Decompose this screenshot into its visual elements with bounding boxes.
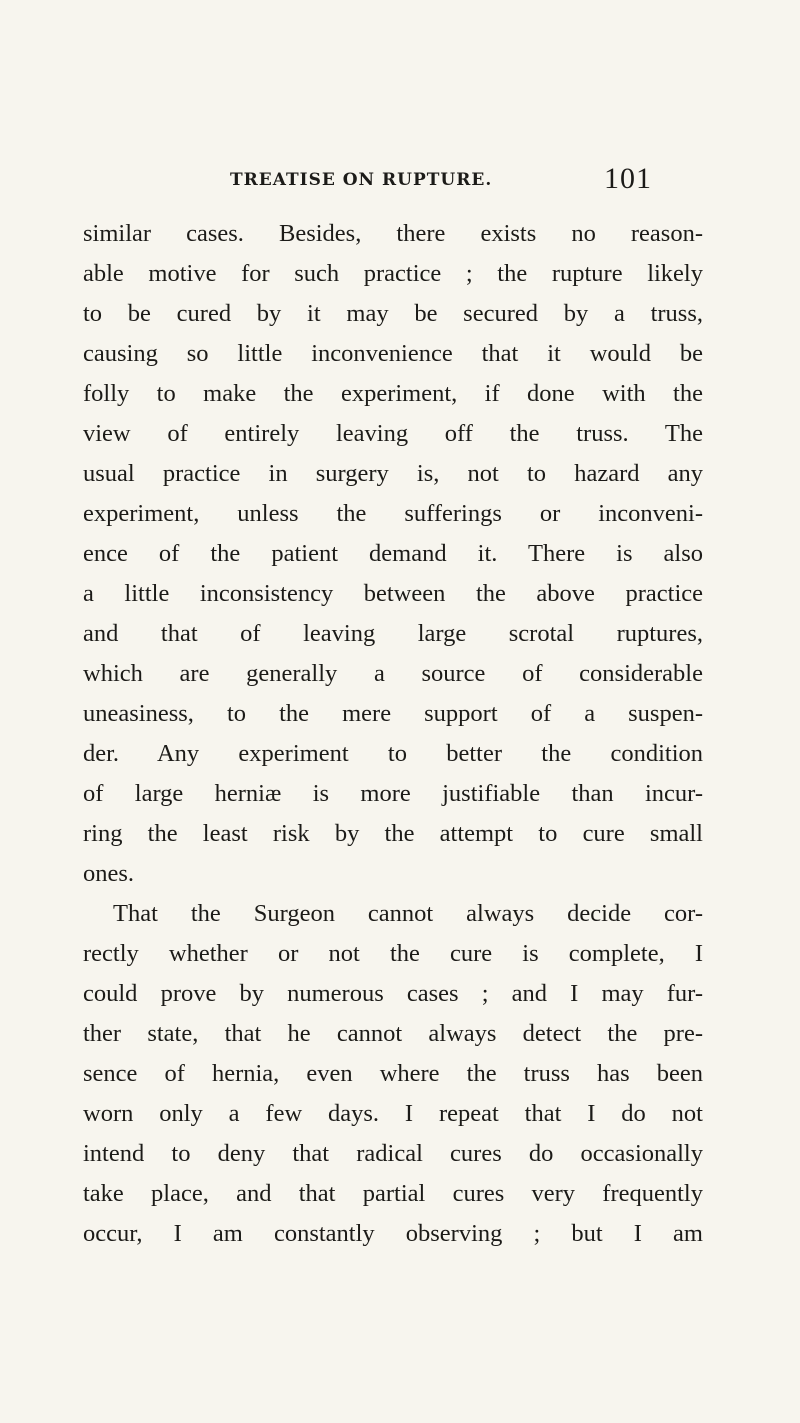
text-line: ence of the patient demand it. There is also <box>83 540 703 567</box>
text-line: similar cases. Besides, there exists no reason- <box>83 220 703 247</box>
page-number: 101 <box>604 162 652 195</box>
text-line: occur, I am constantly observing ; but I am <box>83 1220 703 1247</box>
text-line: ring the least risk by the attempt to cure small <box>83 820 703 847</box>
text-line: a little inconsistency between the above practice <box>83 580 703 607</box>
running-title: TREATISE ON RUPTURE. <box>230 170 493 190</box>
text-line: of large herniæ is more justifiable than incur- <box>83 780 703 807</box>
text-line: to be cured by it may be secured by a truss, <box>83 300 703 327</box>
body-text <box>83 214 703 1254</box>
text-line: able motive for such practice ; the rupture likely <box>83 260 703 287</box>
text-line: der. Any experiment to better the condition <box>83 740 703 767</box>
text-line: intend to deny that radical cures do occasionally <box>83 1140 703 1167</box>
text-line: and that of leaving large scrotal ruptures, <box>83 620 703 647</box>
running-head <box>200 162 652 202</box>
text-line: uneasiness, to the mere support of a suspen- <box>83 700 703 727</box>
text-line: which are generally a source of considerable <box>83 660 703 687</box>
text-line: could prove by numerous cases ; and I may fur- <box>83 980 703 1007</box>
text-line: ther state, that he cannot always detect the pre- <box>83 1020 703 1047</box>
text-line: rectly whether or not the cure is complete, I <box>83 940 703 967</box>
text-line: worn only a few days. I repeat that I do not <box>83 1100 703 1127</box>
text-line: experiment, unless the sufferings or inconveni- <box>83 500 703 527</box>
text-line: causing so little inconvenience that it would be <box>83 340 703 367</box>
text-line: view of entirely leaving off the truss. The <box>83 420 703 447</box>
text-line: ones. <box>83 860 135 887</box>
text-line: take place, and that partial cures very frequently <box>83 1180 703 1207</box>
text-line: sence of hernia, even where the truss has been <box>83 1060 703 1087</box>
text-line: That the Surgeon cannot always decide cor- <box>113 900 703 927</box>
text-line: usual practice in surgery is, not to hazard any <box>83 460 703 487</box>
text-line: folly to make the experiment, if done with the <box>83 380 703 407</box>
